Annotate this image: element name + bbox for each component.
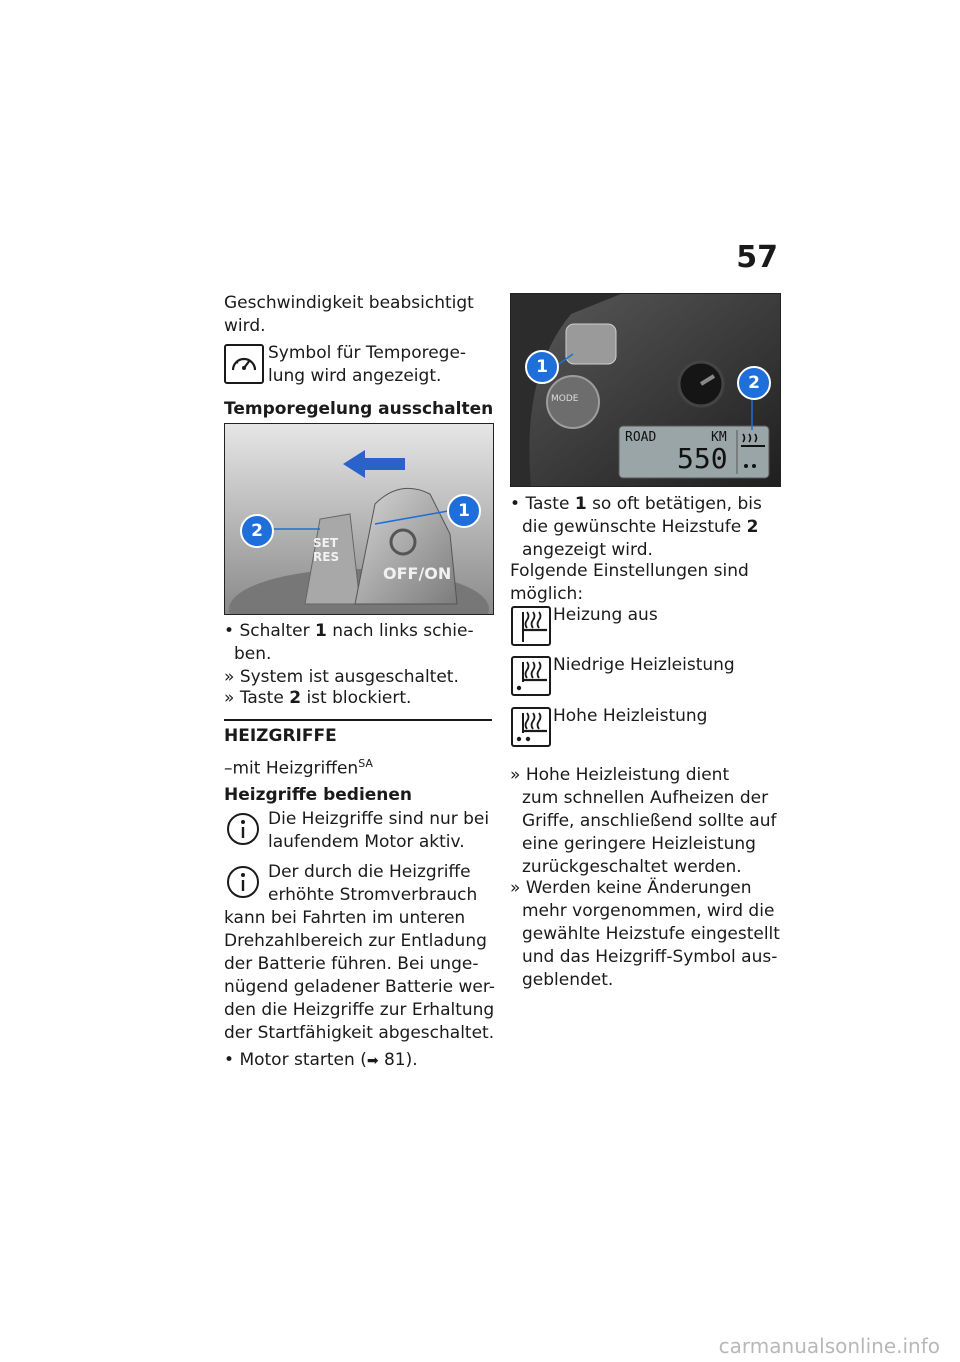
heating-low-icon: [511, 656, 551, 696]
button-label-set: SET: [313, 536, 339, 550]
step-press-button-cont: die gewünschte Heizstufe 2: [522, 517, 759, 537]
lcd-km-label: KM: [711, 430, 727, 445]
button-label-res: RES: [313, 550, 340, 564]
info-2-line-4: Drehzahlbereich zur Entladung: [224, 931, 487, 951]
callout-2: 2: [240, 514, 274, 548]
figure-heated-grip-display: [510, 293, 781, 487]
heading-operate: Heizgriffe bedienen: [224, 785, 413, 805]
lcd-road-label: ROAD: [625, 430, 657, 445]
lcd-odometer-value: 550: [677, 442, 728, 475]
step-switch-left-cont: ben.: [234, 644, 272, 664]
cruise-control-icon: [224, 344, 264, 384]
switch-label: OFF/ON: [383, 564, 452, 583]
figure-cruise-switch: [224, 423, 494, 615]
note-auto-set: » Werden keine Änderungen: [510, 878, 752, 898]
intro-line-1: Geschwindigkeit beabsichtigt: [224, 293, 474, 313]
info-1-line-2: laufendem Motor aktiv.: [268, 832, 465, 852]
info-2-line-8: der Startfähigkeit abgeschaltet.: [224, 1023, 495, 1043]
bullet-icon: •: [224, 1050, 235, 1070]
step-switch-left: • Schalter 1 nach links schie-: [224, 621, 474, 641]
section-subtitle: –mit Heizgriffen$^{SA}$: [224, 757, 373, 779]
callout-1: 1: [525, 350, 559, 384]
bullet-icon: •: [510, 494, 521, 514]
info-icon: [226, 812, 260, 850]
note-high-heat-line-2: zum schnellen Aufheizen der: [522, 788, 769, 808]
info-2-line-6: nügend geladener Batterie wer-: [224, 977, 495, 997]
note-high-heat-line-3: Griffe, anschließend sollte auf: [522, 811, 777, 831]
result-arrow-icon: »: [510, 765, 521, 785]
callout-2: 2: [737, 366, 771, 400]
result-button-blocked: » Taste 2 ist blockiert.: [224, 688, 412, 708]
footer-watermark: carmanualsonline.info: [718, 1334, 940, 1358]
info-1-line-1: Die Heizgriffe sind nur bei: [268, 809, 490, 829]
info-2-line-2: erhöhte Stromverbrauch: [268, 885, 478, 905]
level-high-label: Hohe Heizleistung: [553, 706, 708, 726]
level-off-label: Heizung aus: [553, 605, 658, 625]
step-start-engine: • Motor starten (➡ 81).: [224, 1050, 418, 1070]
note-auto-set-line-5: geblendet.: [522, 970, 614, 990]
page-reference-arrow-icon: ➡: [366, 1053, 379, 1069]
result-arrow-icon: »: [510, 878, 521, 898]
note-auto-set-line-4: und das Heizgriff-Symbol aus-: [522, 947, 778, 967]
note-auto-set-line-3: gewählte Heizstufe eingestellt: [522, 924, 780, 944]
cruise-symbol-line-1: Symbol für Temporege-: [268, 343, 467, 363]
note-high-heat: » Hohe Heizleistung dient: [510, 765, 730, 785]
step-press-button: • Taste 1 so oft betätigen, bis: [510, 494, 762, 514]
heating-off-icon: [511, 606, 551, 646]
info-2-line-7: den die Heizgriffe zur Erhaltung: [224, 1000, 495, 1020]
intro-line-2: wird.: [224, 316, 266, 336]
cruise-symbol-line-2: lung wird angezeigt.: [268, 366, 442, 386]
heading-cruise-off: Temporegelung ausschalten: [224, 399, 494, 419]
note-high-heat-line-4: eine geringere Heizleistung: [522, 834, 756, 854]
mode-button-label: MODE: [551, 394, 579, 404]
result-arrow-icon: »: [224, 667, 235, 687]
heating-high-icon: [511, 707, 551, 747]
info-2-line-5: der Batterie führen. Bei unge-: [224, 954, 479, 974]
info-2-line-1: Der durch die Heizgriffe: [268, 862, 471, 882]
result-system-off: » System ist ausgeschaltet.: [224, 667, 459, 687]
settings-line-1: Folgende Einstellungen sind: [510, 561, 749, 581]
info-2-line-3: kann bei Fahrten im unteren: [224, 908, 466, 928]
result-arrow-icon: »: [224, 688, 235, 708]
settings-line-2: möglich:: [510, 584, 584, 604]
section-rule: [224, 719, 492, 721]
note-auto-set-line-2: mehr vorgenommen, wird die: [522, 901, 775, 921]
section-title: HEIZGRIFFE: [224, 726, 337, 746]
bullet-icon: •: [224, 621, 235, 641]
level-low-label: Niedrige Heizleistung: [553, 655, 735, 675]
step-press-button-cont-2: angezeigt wird.: [522, 540, 653, 560]
page-number: 57: [736, 240, 778, 275]
info-icon: [226, 865, 260, 903]
callout-1: 1: [447, 494, 481, 528]
note-high-heat-line-5: zurückgeschaltet werden.: [522, 857, 742, 877]
